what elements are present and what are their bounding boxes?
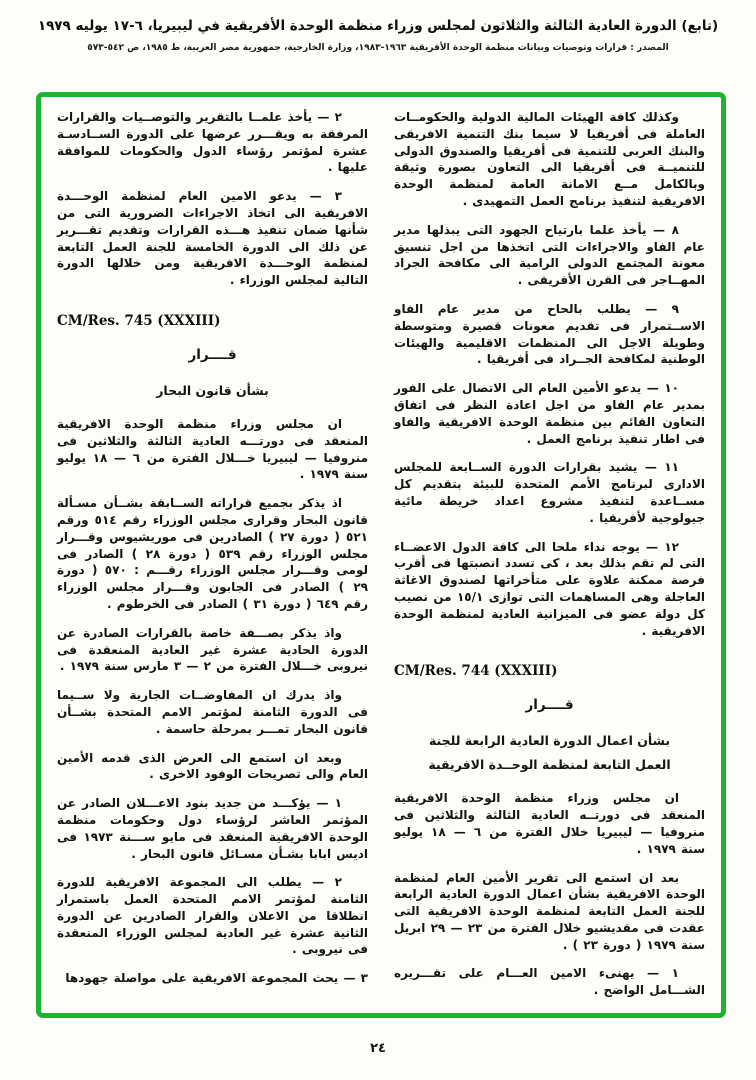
paragraph-item-1-745: ١ — يؤكـــد من جديد بنود الاعـــلان الصادر عن المؤتمر العاشر لرؤساء دول وحكومات منظمة الوحدة الافريقية المنعقد فى مايو ســـنة ١٩٧٣ فى اديس ابابا بشـأن مسـائل قانون البحار .	[57, 796, 368, 861]
paragraph-recall-nairobi: واذ يذكر بصـــفة خاصة بالقرارات الصادرة عن الدورة الحادية عشرة غير العادية المنعقدة فى نيروبى خـــلال الفترة من ٢ — ٣ مارس سنة ١٩٧٩ .	[57, 625, 368, 674]
paragraph-item-9: ٩ — يطلب بالحاح من مدير عام الفاو الاســتمرار فى تقديم معونات قصيرة ومتوسطة وطويلة الاجل الى المنظمات الاقليمية والهيئات الوطنية لمكافحة الجــراد فى أفريقيا .	[394, 301, 705, 367]
header-source-line: المصدر : قرارات وتوصيات وبيانات منظمة الوحدة الأفريقية ١٩٦٣-١٩٨٣، وزارة الخارجية، جمهورية مصر العربية، ط ١٩٨٥، ص ٥٤٢-٥٧٣	[87, 43, 669, 54]
resolution-subject-744-line1: بشأن اعمال الدورة العادية الرابعة للجنة	[428, 733, 671, 749]
paragraph-item-2: ٢ — يأخذ علمــا بالتقرير والتوصــيات والقرارات المرفقة به ويقـــرر عرضها على الدورة الســادسـة عشرة لمؤتمر رؤساء الدول والحكومات للموافقة عليها .	[57, 110, 368, 175]
paragraph-preamble-744-2: بعد ان استمع الى تقرير الأمين العام لمنظمة الوحدة الافريقية بشأن اعمال الدورة العادية الرابعة للجنة العمل التابعة لمنظمة الوحدة الافريقية التى عقدت فى مقديشيو خلال الفترة من ٢٣ — ٢٩ ابريل سنة ١٩٧٩ ( دورة ٢٣ ) .	[394, 870, 705, 952]
paragraph-item-10: ١٠ — يدعو الأمين العام الى الاتصال على الفور بمدير عام الفاو من اجل اعادة النظر فى اتفاق التعاون القائم بين منظمة الوحدة الافريقية والفاو فى اطار تنفيذ برنامج العمل .	[394, 381, 705, 446]
paragraph-recall-resolutions: اذ يذكر بجميع قراراته الســابقة بشــأن مسـألة قانون البحار وقرارى مجلس الوزراء رقم ٥١٤ ورقم ٥٢١ ( دورة ٢٧ ) الصادرين فى موريشيوس وقـــرار مجلس الوزراء رقم ٥٣٩ ( دورة ٢٨ ) الصادر فى لومى وقـــرار مجلس الوزراء رقـــم : ٥٧٠ ( دورة ٢٩ ) الصادر فى الجابون وقـــرار مجلس الوزراء رقم ٦٤٩ ( دورة ٣١ ) الصادر فى الخرطوم .	[57, 496, 368, 611]
paragraph-item-2-745: ٢ — يطلب الى المجموعة الافريقية للدورة الثامنة لمؤتمر الامم المتحدة العمل باستمرار انطلاقا من الاعلان والقرار الصادرين عن الدورة الثانية عشرة غير العادية لمجلس الوزراء المنعقدة فى نيروبى .	[57, 875, 368, 957]
paragraph-item-12: ١٢ — يوجه نداء ملحا الى كافة الدول الاعضــاء التى لم تقم بذلك بعد ، كى تسدد انصبتها فى أقرب فرصة ممكنة علاوة على متأخراتها لصندوق الاغاثة العاجلة وهى المساهمات التى توازى ١٥/١ من نصيب كل دولة عضو فى الميزانية العادية لمنظمة الوحدة الافريقية .	[394, 539, 705, 638]
paragraph-heard-presentation: وبعد ان استمع الى العرض الذى قدمه الأمين العام والى تصريحات الوفود الاخرى .	[57, 750, 368, 782]
paragraph-aware-negotiations: واذ يدرك ان المفاوضــات الجارية ولا ســيما فى الدورة الثامنة لمؤتمر الامم المتحدة بشــأن قانون البحار تمـــر بمرحلة حاسمة .	[57, 688, 368, 736]
resolution-heading-745: قــــرار	[188, 346, 237, 363]
content-frame	[36, 92, 726, 1018]
paragraph-item-1-744: ١ — يهنىء الامين العـــام على تقـــريره الشـــامل الواضح .	[394, 966, 705, 998]
resolution-code-744: CM/Res. 744 (XXXIII)	[394, 663, 558, 680]
paragraph-item-3: ٣ — يدعو الامين العام لمنظمة الوحـــدة الافريقية الى اتخاذ الاجراءات الضرورية التى من شأنها ضمان تنفيذ هـــذه القرارات وتقديم تقـــرير عن ذلك الى الدورة الخامسة للجنة العمل التابعة لمنظمة الوحـــدة الافريقية ومن خلالها الدورة التالية لمجلس الوزراء .	[57, 189, 368, 288]
resolution-heading-744: قــــرار	[525, 697, 574, 714]
header-title: (تابع) الدورة العادية الثالثة والثلاثون لمجلس وزراء منظمة الوحدة الأفريقية في ليبيريا، ٦-١٧ يوليه ١٩٧٩	[37, 18, 719, 34]
paragraph-item-3-745: ٣ — يحث المجموعة الافريقية على مواصلة جهودها	[65, 971, 368, 986]
two-column-layout	[57, 109, 705, 1005]
page-number: ٢٤	[370, 1041, 386, 1056]
paragraph-continuation: وكذلك كافة الهيئات المالية الدولية والحكومــات العاملة فى أفريقيا لا سيما بنك التنمية الافريقى والبنك العربى للتنمية فى أفريقيا والصندوق الدولى للتنميــة فى أفريقيا الى التعاون بصورة وثيقة وبالكامل مــع الامانة العامة لمنظمة الوحدة الافريقية لتنفيذ برنامج العمل التمهيدى .	[394, 110, 705, 208]
paragraph-item-8: ٨ — يأخذ علما بارتياح الجهود التى يبذلها مدير عام الفاو والاجراءات التى اتخذها من اجل تنسيق معونة المجتمع الدولى الرامية الى مكافحة الجراد المهــاجر فى القرن الأفريقى .	[394, 222, 705, 288]
resolution-subject-744-line2: العمل التابعة لمنظمة الوحــدة الافريقية	[428, 757, 671, 773]
column-right	[394, 109, 705, 1005]
paragraph-item-11: ١١ — يشيد بقرارات الدورة الســابعة للمجلس الادارى لبرنامج الأمم المتحدة للبيئة بتقديم كل مســاعدة لتنفيذ مشروع اعداد خريطة مائية جيولوجية لأفريقيا .	[394, 460, 705, 525]
paragraph-preamble-744: ان مجلس وزراء منظمة الوحدة الافريقية المنعقد فى دورتــه العادية الثالثة والثلاثين فى منروفيا — ليبيريا خلال الفترة من ٦ — ١٨ يوليو سنة ١٩٧٩ .	[394, 791, 705, 856]
column-left	[57, 109, 368, 1005]
resolution-code-745: CM/Res. 745 (XXXIII)	[57, 312, 221, 329]
paragraph-preamble-745: ان مجلس وزراء منظمة الوحدة الافريقية المنعقد فى دورتـــه العادية الثالثة والثلاثين فى منروفيا — ليبيريا خـــلال الفترة من ٦ — ١٨ يوليو سنة ١٩٧٩ .	[57, 416, 369, 482]
page-header	[0, 0, 756, 53]
resolution-subject-745: بشأن قانون البحار	[156, 382, 269, 398]
